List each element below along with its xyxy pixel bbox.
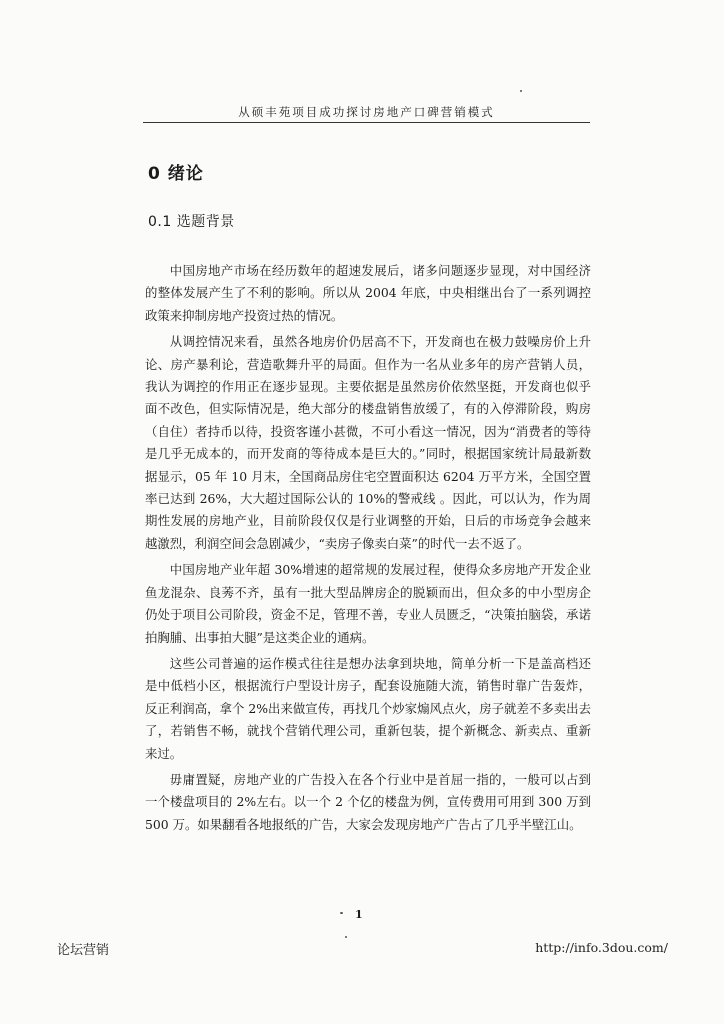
paragraph: 这些公司普遍的运作模式往往是想办法拿到块地，简单分析一下是盖高档还是中低档小区，根据流行户型设计房子，配套设施随大流，销售时靠广告轰炸，反正利润高，拿个 2%出来做宣传，再找几个炒家煽风点火，房子就差不多卖出去了，若销售不畅，就找个营销代理公司，重新包装，提个新概念、新卖点、重新来过。 xyxy=(145,655,591,761)
paragraph: 中国房地产市场在经历数年的超速发展后，诸多问题逐步显现，对中国经济的整体发展产生了不利的影响。所以从 2004 年底，中央相继出台了一系列调控政策来抑制房地产投资过热的情况。 xyxy=(145,263,591,323)
chapter-title: 0 绪论 xyxy=(148,164,204,184)
paragraph: 从调控情况来看，虽然各地房价仍居高不下，开发商也在极力鼓噪房价上升论、房产暴利论，营造歌舞升平的局面。但作为一名从业多年的房产营销人员，我认为调控的作用正在逐步显现。主要依据是虽然房价依然坚挺，开发商也似乎面不改色，但实际情况是，绝大部分的楼盘销售放缓了，有的入停滞阶段，购房（自住）者持币以待，投资客谨小甚微，不可小看这一情况，因为“消费者的等待是几乎无成本的，而开发商的等待成本是巨大的。”同时，根据国家统计局最新数据显示，05 年 10 月末，全国商品房住宅空置面积达 6204 万平方米，全国空置率已达到 26%，大大超过国际公认的 10%的警戒线 。因此，可以认为，作为周期性发展的房地产业，目前阶段仅仅是行业调整的开始，日后的市场竞争会越来越激烈，利润空间会急剧减少，“卖房子像卖白菜”的时代一去不返了。 xyxy=(145,334,591,551)
paragraph: 毋庸置疑，房地产业的广告投入在各个行业中是首屈一指的，一般可以占到一个楼盘项目的 2%左右。以一个 2 个亿的楼盘为例，宣传费用可用到 300 万到 500 万。如果翻看各地报纸的广告，大家会发现房地产广告占了几乎半壁江山。 xyxy=(145,771,591,832)
footer-url[interactable]: http://info.3dou.com/ xyxy=(535,940,668,955)
scan-speck xyxy=(340,912,343,914)
page-number: 1 xyxy=(355,908,363,921)
header-rule xyxy=(143,122,590,123)
paragraph: 中国房地产业年超 30%增速的超常规的发展过程，使得众多房地产开发企业鱼龙混杂、良莠不齐，虽有一批大型品牌房企的脱颖而出，但众多的中小型房企仍处于项目公司阶段，资金不足，管理不善，专业人员匮乏，“决策拍脑袋，承诺拍胸脯、出事拍大腿”是这类企业的通病。 xyxy=(145,562,591,645)
footer-left-label: 论坛营销 xyxy=(57,943,110,958)
scan-speck xyxy=(345,936,347,938)
section-title: 0.1 选题背景 xyxy=(148,214,235,230)
running-header-title: 从硕丰苑项目成功探讨房地产口碑营销模式 xyxy=(238,105,495,119)
scan-speck xyxy=(520,90,522,92)
body-text xyxy=(145,260,591,840)
